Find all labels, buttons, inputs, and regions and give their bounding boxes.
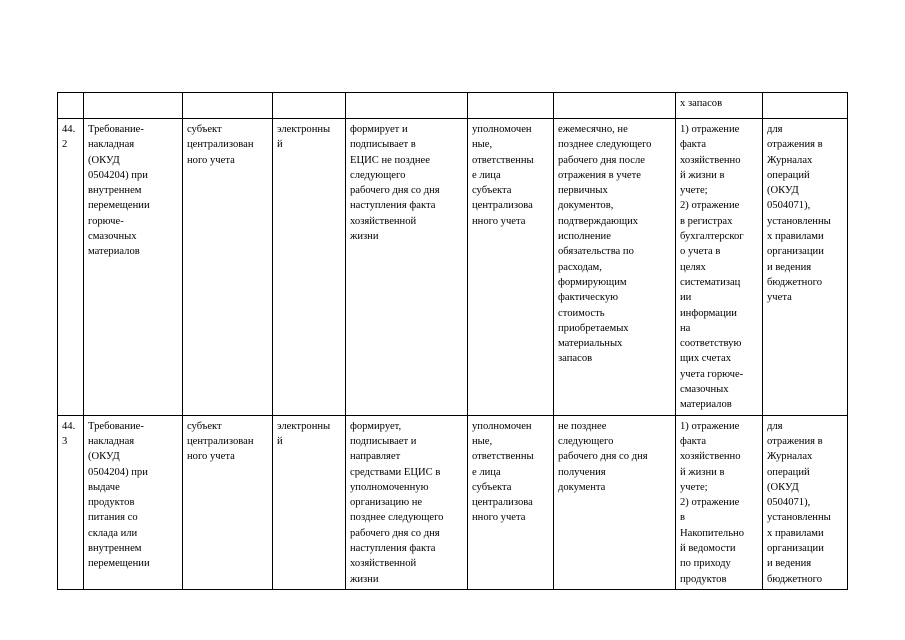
cell-number: 44. 3 bbox=[58, 415, 84, 589]
cell-purpose: 1) отражение факта хозяйственно й жизни в учете; 2) отражение в Накопительно й ведомости по приходу продуктов bbox=[676, 415, 763, 589]
cell-responsible: уполномочен ные, ответственны е лица субъекта централизова нного учета bbox=[468, 415, 554, 589]
cell-deadline bbox=[554, 93, 676, 119]
cell-registry: для отражения в Журналах операций (ОКУД 0504071), установленны х правилами организации и ведения бюджетного bbox=[763, 415, 848, 589]
cell-format bbox=[273, 93, 346, 119]
cell-purpose: 1) отражение факта хозяйственно й жизни в учете; 2) отражение в регистрах бухгалтерског о учета в целях систематизац ии информации на соответствую щих счетах учета горюче- смазочных материалов bbox=[676, 119, 763, 416]
cell-creator: субъект централизован ного учета bbox=[183, 415, 273, 589]
cell-number: 44. 2 bbox=[58, 119, 84, 416]
cell-deadline: не позднее следующего рабочего дня со дня получения документа bbox=[554, 415, 676, 589]
cell-procedure: формирует и подписывает в ЕЦИС не позднее следующего рабочего дня со дня наступления факта хозяйственной жизни bbox=[346, 119, 468, 416]
cell-creator: субъект централизован ного учета bbox=[183, 119, 273, 416]
cell-procedure bbox=[346, 93, 468, 119]
cell-creator bbox=[183, 93, 273, 119]
cell-document-name: Требование- накладная (ОКУД 0504204) при выдаче продуктов питания со склада или внутреннем перемещении bbox=[84, 415, 183, 589]
table-row bbox=[58, 415, 848, 589]
cell-document-name bbox=[84, 93, 183, 119]
cell-document-name: Требование- накладная (ОКУД 0504204) при внутреннем перемещении горюче- смазочных материалов bbox=[84, 119, 183, 416]
cell-responsible: уполномочен ные, ответственны е лица субъекта централизова нного учета bbox=[468, 119, 554, 416]
cell-procedure: формирует, подписывает и направляет средствами ЕЦИС в уполномоченную организацию не позднее следующего рабочего дня со дня наступления факта хозяйственной жизни bbox=[346, 415, 468, 589]
table-row bbox=[58, 119, 848, 416]
cell-number bbox=[58, 93, 84, 119]
cell-purpose: х запасов bbox=[676, 93, 763, 119]
document-table bbox=[57, 92, 848, 590]
table-row bbox=[58, 93, 848, 119]
cell-registry: для отражения в Журналах операций (ОКУД 0504071), установленны х правилами организации и ведения бюджетного учета bbox=[763, 119, 848, 416]
cell-format: электронны й bbox=[273, 119, 346, 416]
cell-responsible bbox=[468, 93, 554, 119]
cell-registry bbox=[763, 93, 848, 119]
cell-deadline: ежемесячно, не позднее следующего рабочего дня после отражения в учете первичных документов, подтверждающих исполнение обязательства по расходам, формирующим фактическую стоимость приобретаемых материальных запасов bbox=[554, 119, 676, 416]
cell-format: электронны й bbox=[273, 415, 346, 589]
